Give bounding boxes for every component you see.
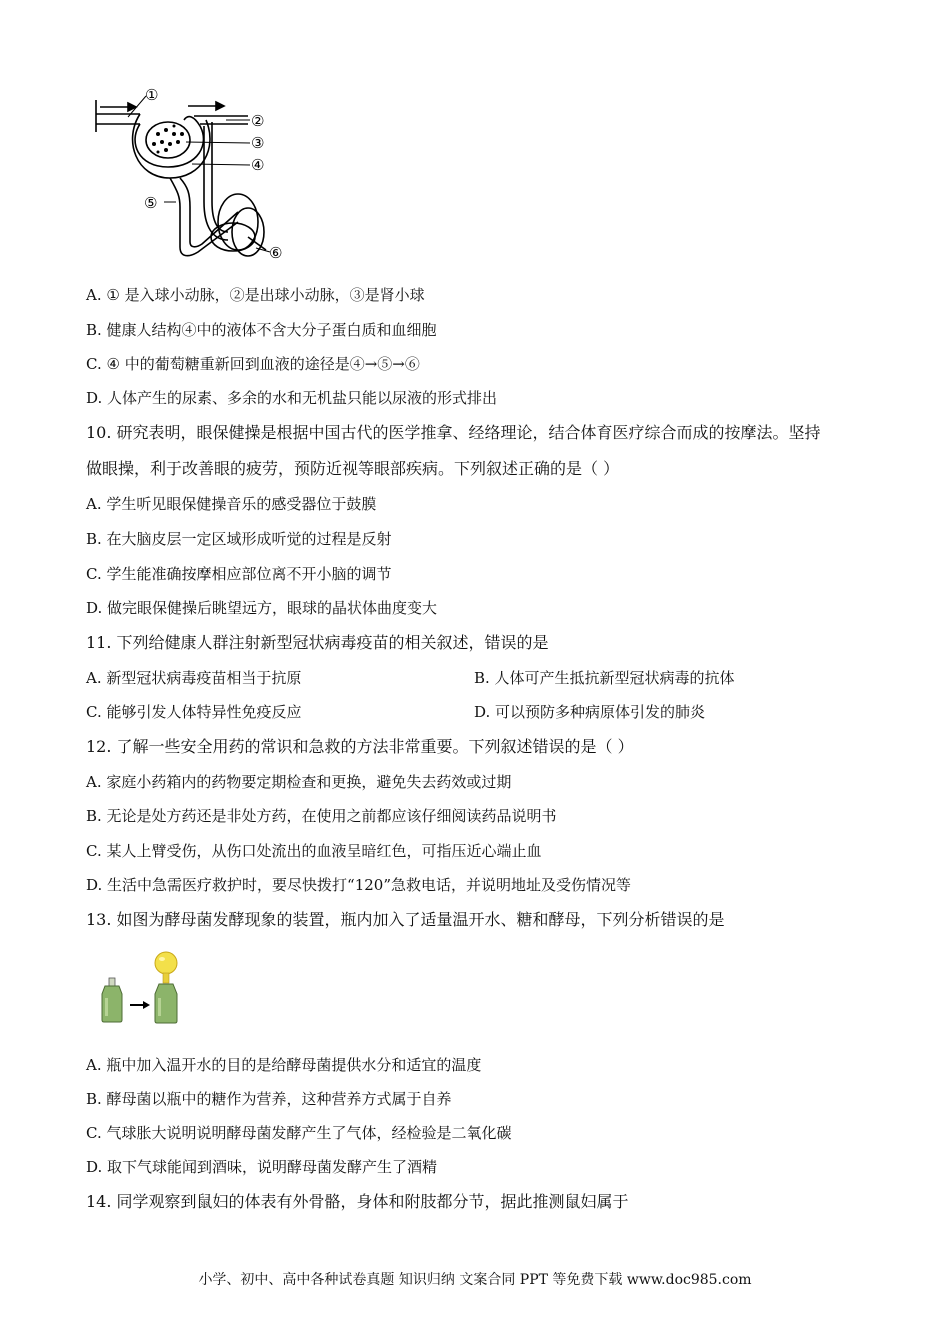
- q13-option-a: A. 瓶中加入温开水的目的是给酵母菌提供水分和适宜的温度: [86, 1056, 482, 1074]
- label-2: ②: [251, 112, 265, 130]
- q11-option-c: C. 能够引发人体特异性免疫反应: [86, 703, 302, 721]
- q10-option-b: B. 在大脑皮层一定区域形成听觉的过程是反射: [86, 530, 392, 548]
- q9-option-b: B. 健康人结构④中的液体不含大分子蛋白质和血细胞: [86, 321, 437, 339]
- label-1: ①: [145, 86, 159, 104]
- q9-option-a: A. ① 是入球小动脉，②是出球小动脉，③是肾小球: [86, 286, 425, 304]
- q10-option-d: D. 做完眼保健操后眺望远方，眼球的晶状体曲度变大: [86, 599, 438, 617]
- q12-option-b: B. 无论是处方药还是非处方药，在使用之前都应该仔细阅读药品说明书: [86, 807, 557, 825]
- q12-stem: 12. 了解一些安全用药的常识和急救的方法非常重要。下列叙述错误的是（ ）: [86, 737, 634, 756]
- label-5: ⑤: [144, 194, 158, 212]
- q13-stem: 13. 如图为酵母菌发酵现象的装置，瓶内加入了适量温开水、糖和酵母，下列分析错误的是: [86, 910, 725, 929]
- q10-option-a: A. 学生听见眼保健操音乐的感受器位于鼓膜: [86, 495, 377, 513]
- q11-option-b: B. 人体可产生抵抗新型冠状病毒的抗体: [474, 669, 735, 687]
- label-4: ④: [251, 156, 265, 174]
- page-footer: 小学、初中、高中各种试卷真题 知识归纳 文案合同 PPT 等免费下载 www.doc985.com: [198, 1272, 752, 1288]
- q11-stem: 11. 下列给健康人群注射新型冠状病毒疫苗的相关叙述，错误的是: [86, 633, 549, 652]
- q12-option-a: A. 家庭小药箱内的药物要定期检查和更换，避免失去药效或过期: [86, 773, 512, 791]
- q12-option-d: D. 生活中急需医疗救护时，要尽快拨打“120”急救电话，并说明地址及受伤情况等: [86, 876, 631, 894]
- q11-option-d: D. 可以预防多种病原体引发的肺炎: [474, 703, 706, 721]
- fermentation-figure: [100, 950, 190, 1028]
- q9-option-d: D. 人体产生的尿素、多余的水和无机盐只能以尿液的形式排出: [86, 389, 498, 407]
- q10-stem-line1: 10. 研究表明，眼保健操是根据中国古代的医学推拿、经络理论，结合体育医疗综合而成的按摩法。坚持: [86, 423, 821, 442]
- q12-option-c: C. 某人上臂受伤，从伤口处流出的血液呈暗红色，可指压近心端止血: [86, 842, 542, 860]
- q9-option-c: C. ④ 中的葡萄糖重新回到血液的途径是④→⑤→⑥: [86, 355, 420, 373]
- q11-option-a: A. 新型冠状病毒疫苗相当于抗原: [86, 669, 302, 687]
- q10-stem-line2: 做眼操，利于改善眼的疲劳，预防近视等眼部疾病。下列叙述正确的是（ ）: [86, 459, 620, 478]
- label-6: ⑥: [269, 244, 283, 262]
- q10-option-c: C. 学生能准确按摩相应部位离不开小脑的调节: [86, 565, 392, 583]
- q13-option-d: D. 取下气球能闻到酒味，说明酵母菌发酵产生了酒精: [86, 1158, 438, 1176]
- q14-stem: 14. 同学观察到鼠妇的体表有外骨骼，身体和附肢都分节，据此推测鼠妇属于: [86, 1192, 629, 1211]
- q13-option-b: B. 酵母菌以瓶中的糖作为营养，这种营养方式属于自养: [86, 1090, 452, 1108]
- label-3: ③: [251, 134, 265, 152]
- q13-option-c: C. 气球胀大说明说明酵母菌发酵产生了气体，经检验是二氧化碳: [86, 1124, 512, 1142]
- nephron-figure: [88, 82, 308, 267]
